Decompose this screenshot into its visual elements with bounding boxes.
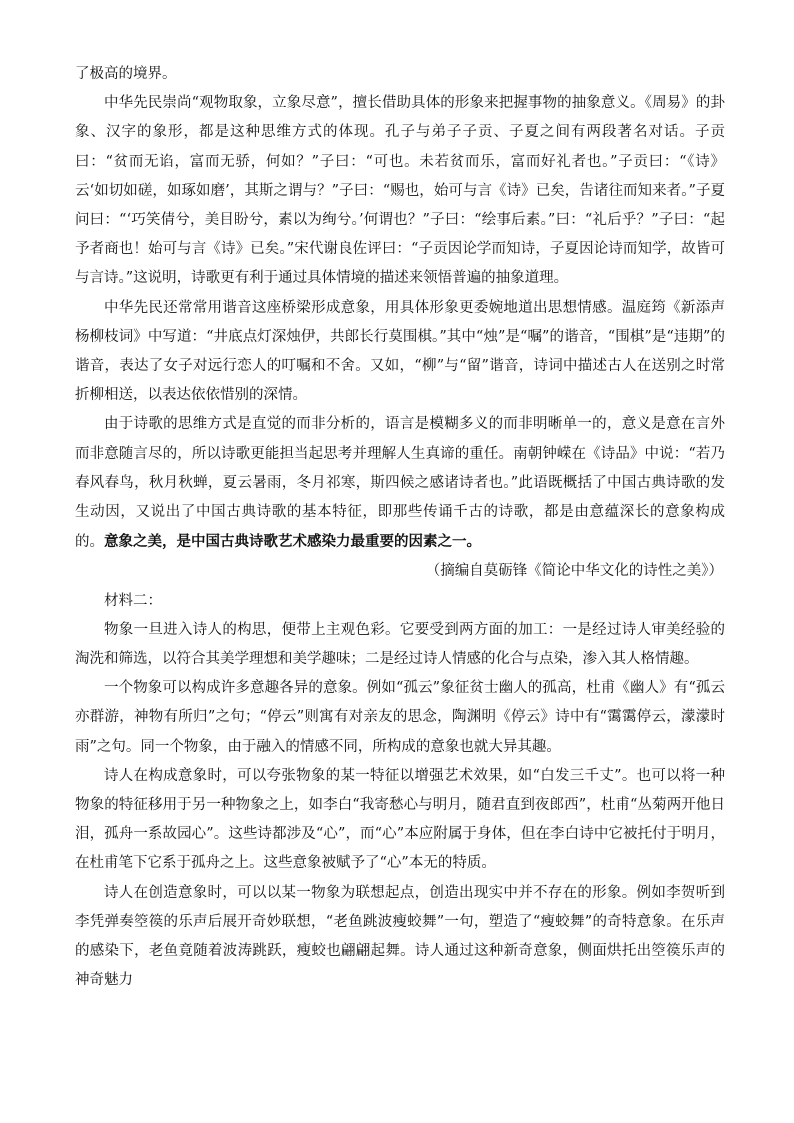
paragraph-continuation: 了极高的境界。 <box>75 66 177 82</box>
paragraph-image-thinking: 中华先民崇尚“观物取象，立象尽意”，擅长借助具体的形象来把握事物的抽象意义。《周易》的卦象、汉字的象形，都是这种思维方式的体现。孔子与弟子子贡、子夏之间有两段著名对话。子贡曰：“贫而无谄，富而无骄，何如？”子曰：“可也。未若贫而乐，富而好礼者也。”子贡曰：“《诗》云‘如切如磋，如琢如磨’，其斯之谓与？”子曰：“赐也，始可与言《诗》已矣，告诸往而知来者。”子夏问曰：“‘巧笑倩兮，美目盼兮，素以为绚兮。’何谓也？”子曰：“绘事后素。”曰：“礼后乎？”子曰：“起予者商也！始可与言《诗》已矣。”宋代谢良佐评曰：“子贡因论学而知诗，子夏因论诗而知学，故皆可与言诗。”这说明，诗歌更有利于通过具体情境的描述来领悟普遍的抽象道理。 <box>75 95 725 287</box>
paragraph-lonely-cloud: 一个物象可以构成许多意趣各异的意象。例如“孤云”象征贫士幽人的孤高，杜甫《幽人》有“孤云亦群游，神物有所归”之句；“停云”则寓有对亲友的思念，陶渊明《停云》诗中有“霭霭停云，濛濛时雨”之句。同一个物象，由于融入的情感不同，所构成的意象也就大异其趣。 <box>75 680 725 755</box>
paragraph-poetry-thinking-text: 由于诗歌的思维方式是直觉的而非分析的，语言是模糊多义的而非明晰单一的，意义是意在言外而非意随言尽的，所以诗歌更能担当起思考并理解人生真谛的重任。南朝钟嵘在《诗品》中说：“若乃春风春鸟，秋月秋蝉，夏云暑雨，冬月祁寒，斯四候之感诸诗者也。”此语既概括了中国古典诗歌的发生动因，又说出了中国古典诗歌的基本特征，即那些传诵千古的诗歌，都是由意蕴深长的意象构成的。 <box>75 416 725 551</box>
paragraph-association: 诗人在创造意象时，可以以某一物象为联想起点，创造出现实中并不存在的形象。例如李贺听到李凭弹奏箜篌的乐声后展开奇妙联想，“老鱼跳波瘦蛟舞”一句，塑造了“瘦蛟舞”的奇特意象。在乐声的感染下，老鱼竟随着波涛跳跃，瘦蛟也翩翩起舞。诗人通过这种新奇意象，侧面烘托出箜篌乐声的神奇魅力 <box>75 884 725 989</box>
document-body <box>75 60 725 996</box>
material-two-label: 材料二： <box>104 592 162 609</box>
source-citation: （摘编自莫砺锋《简论中华文化的诗性之美》） <box>425 563 723 580</box>
paragraph-object-processing: 物象一旦进入诗人的构思，便带上主观色彩。它要受到两方面的加工：一是经过诗人审美经验的淘洗和筛选，以符合其美学理想和美学趣味；二是经过诗人情感的化合与点染，渗入其人格情趣。 <box>75 621 725 668</box>
paragraph-homophone: 中华先民还常常用谐音这座桥梁形成意象，用具体形象更委婉地道出思想情感。温庭筠《新添声杨柳枝词》中写道：“井底点灯深烛伊，共郎长行莫围棋。”其中“烛”是“嘱”的谐音，“围棋”是“违期”的谐音，表达了女子对远行恋人的叮嘱和不舍。又如，“柳”与“留”谐音，诗词中描述古人在送别之时常折柳相送，以表达依依惜别的深情。 <box>75 299 725 404</box>
paragraph-exaggeration: 诗人在构成意象时，可以夸张物象的某一特征以增强艺术效果，如“白发三千丈”。也可以将一种物象的特征移用于另一种物象之上，如李白“我寄愁心与明月，随君直到夜郎西”，杜甫“丛菊两开他日泪，孤舟一系故园心”。这些诗都涉及“心”，而“心”本应附属于身体，但在李白诗中它被托付于明月，在杜甫笔下它系于孤舟之上。这些意象被赋予了“心”本无的特质。 <box>75 767 725 872</box>
paragraph-poetry-thinking <box>75 410 725 557</box>
paragraph-poetry-thinking-bold: 意象之美，是中国古典诗歌艺术感染力最重要的因素之一。 <box>104 533 481 551</box>
